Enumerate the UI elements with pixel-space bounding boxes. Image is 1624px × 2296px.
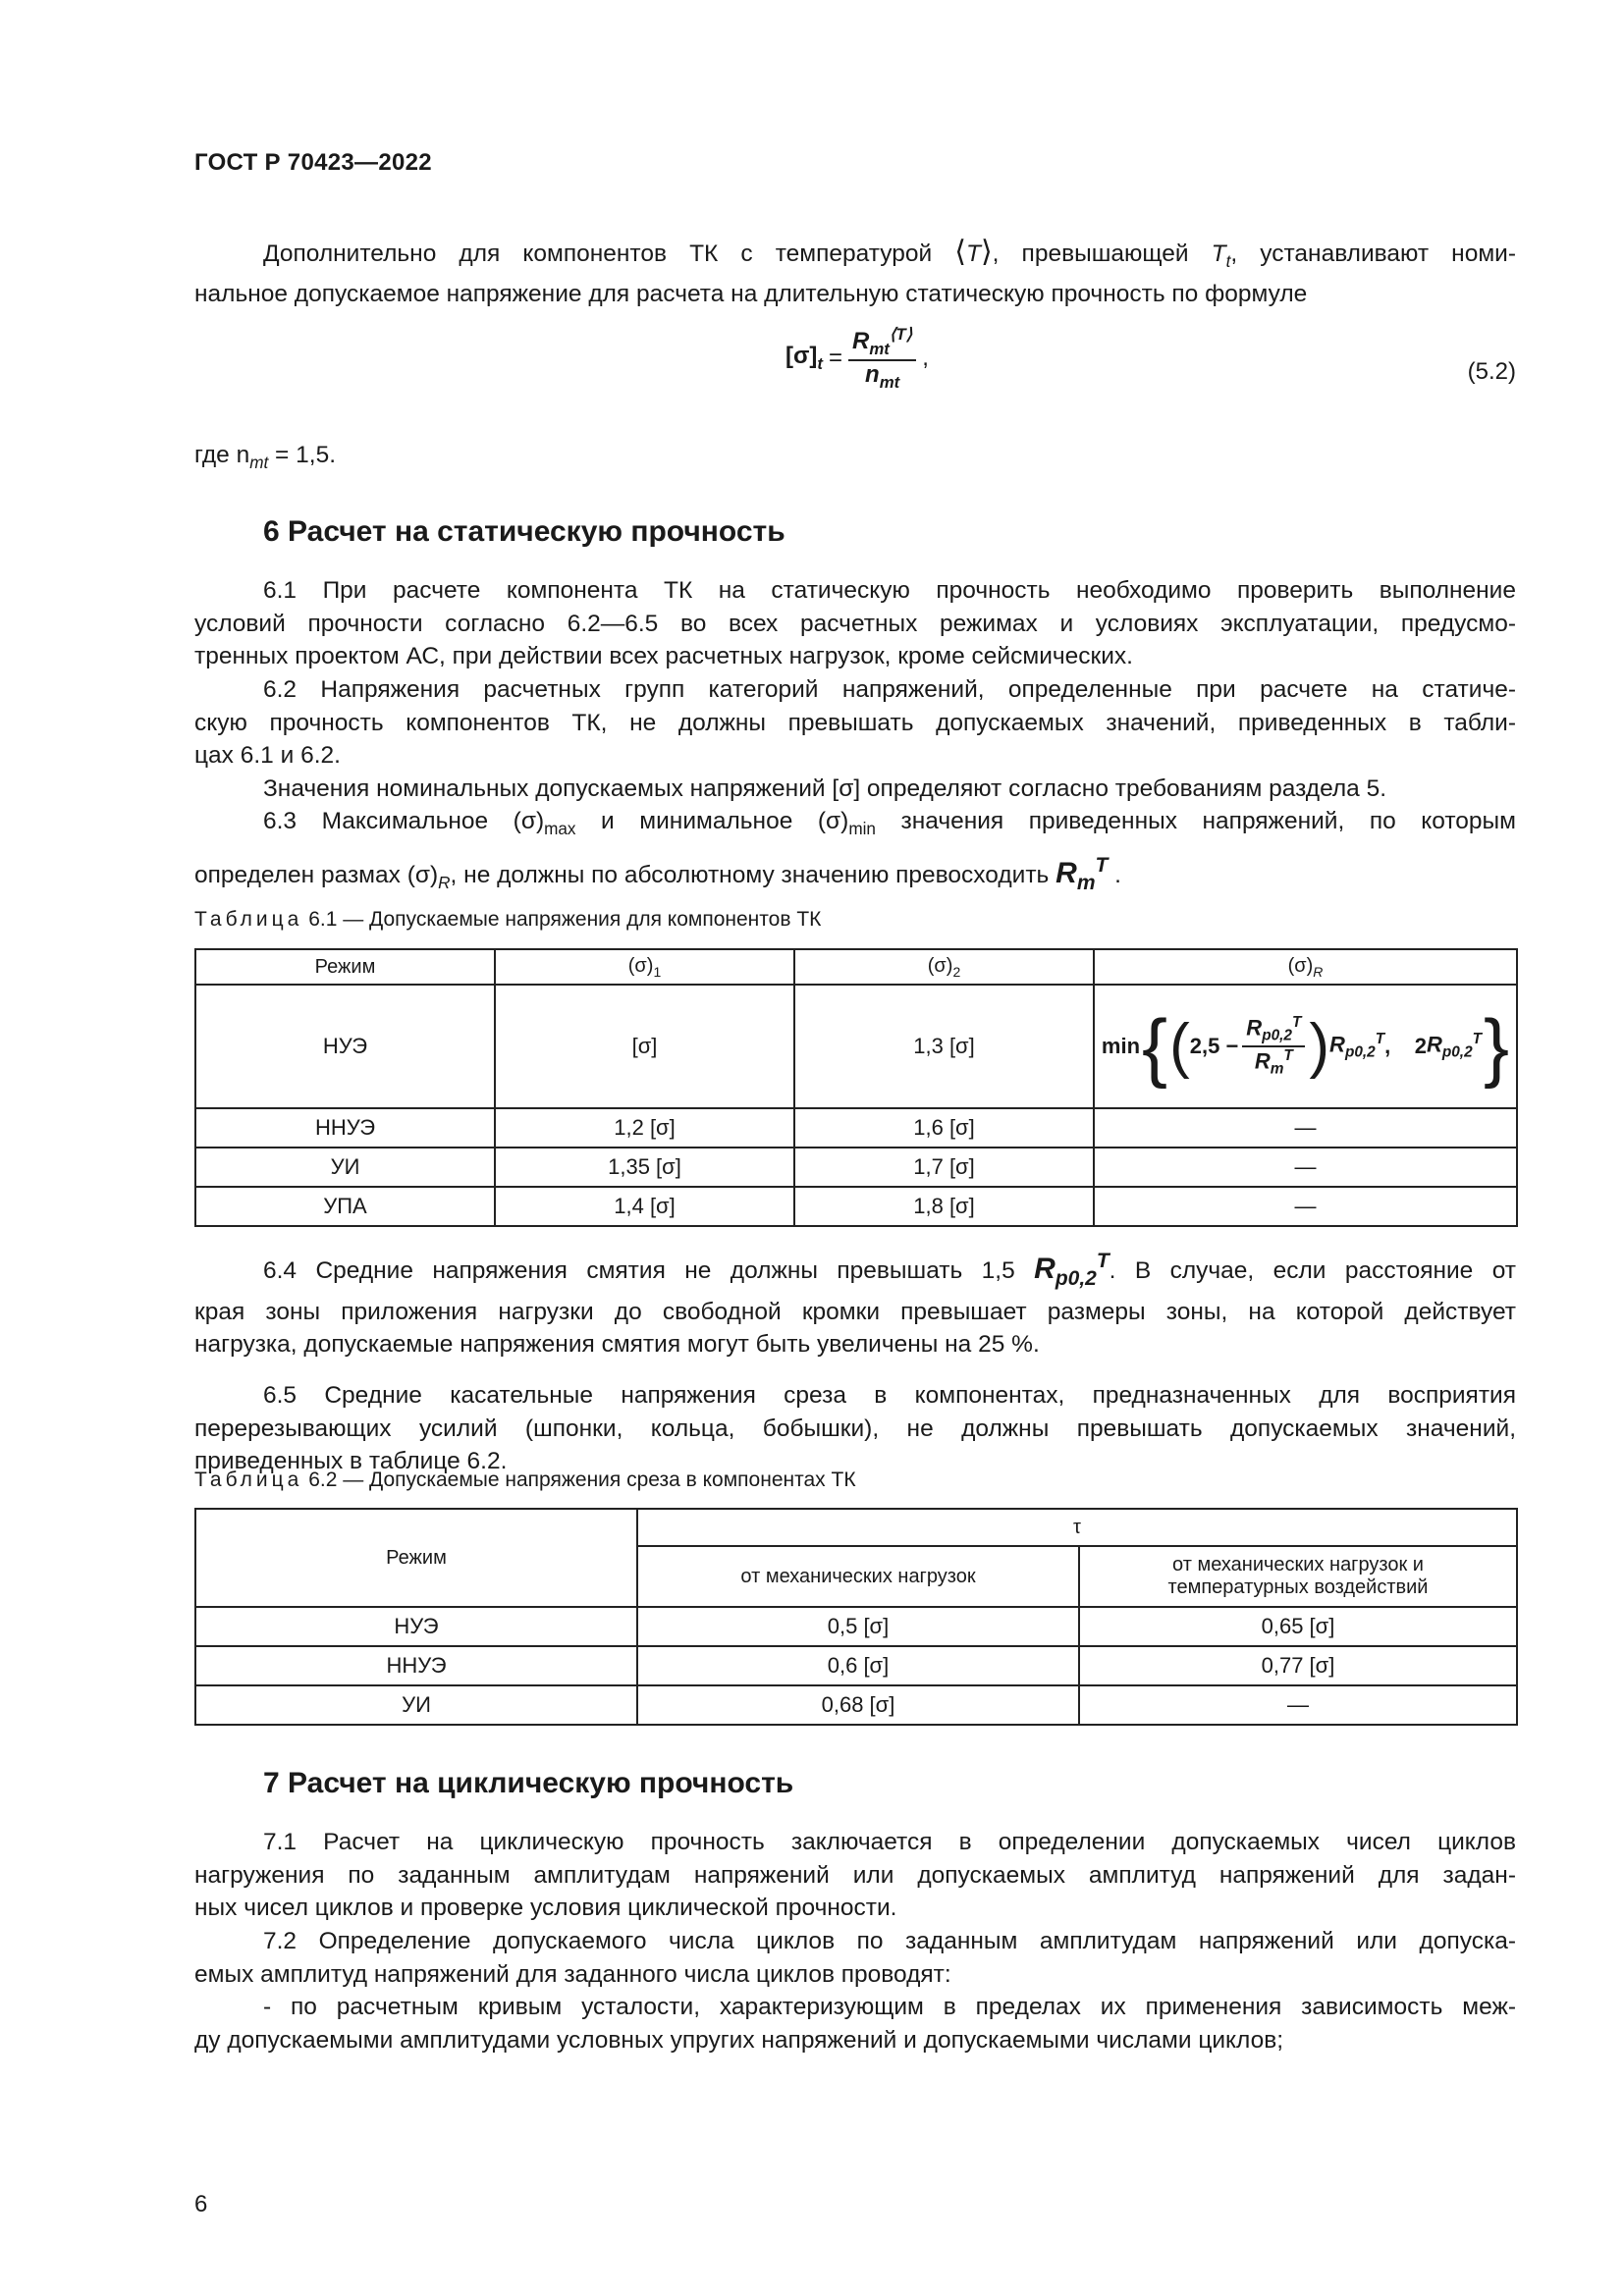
paragraph-6-3: 6.3 Максимальное $(\sigma)_{max}$ и минимальное $(\sigma)_{min}$ значения приведенных напряжений, по которым определен размах $(\sigma)_R$, не должны по абсолютному значению превосходить $R_m^T$ . bbox=[194, 808, 1516, 895]
table-row: ННУЭ 0,6 [σ] 0,77 [σ] bbox=[195, 1646, 1517, 1685]
paragraph-6-2-values: Значения номинальных допускаемых напряжений [σ] определяют согласно требованиям раздела 5. bbox=[263, 775, 1387, 802]
table-row: НУЭ 0,5 [σ] 0,65 [σ] bbox=[195, 1607, 1517, 1646]
document-header: ГОСТ Р 70423—2022 bbox=[194, 149, 432, 176]
paragraph-6-4: 6.4 Средние напряжения смятия не должны превышать 1,5 $R_{p0,2}^T$. В случае, если расстояние от края зоны приложения нагрузки до свободной кромки превышает размеры зоны, на которой действует нагрузка, допускаемые напряжения смятия могут быть увеличены на 25 %. bbox=[194, 1250, 1517, 1358]
table-row: УПА 1,4 [σ] 1,8 [σ] — bbox=[195, 1187, 1517, 1226]
intro-line-2: нальное допускаемое напряжение для расчета на длительную статическую прочность по формуле bbox=[194, 281, 1308, 308]
col-header-mechanical: от механических нагрузок bbox=[637, 1546, 1079, 1607]
formula-5-2: $[\sigma]_t$ = $\frac{R_{mt}^{⟨T⟩}}{n_{mt}}$ , bbox=[785, 325, 929, 392]
paragraph-6-2: 6.2 Напряжения расчетных групп категорий напряжений, определенные при расчете на статиче- скую прочность компонентов ТК, не должны превышать допускаемых значений, приведенных в табли- цах 6.1 и 6.2. bbox=[194, 676, 1516, 769]
col-header-mechanical-thermal: от механических нагрузок и температурных воздействий bbox=[1079, 1546, 1517, 1607]
table-header-row bbox=[195, 949, 1517, 985]
col-header-mode: Режим bbox=[195, 949, 495, 985]
table-header-row bbox=[195, 1509, 1517, 1546]
paragraph-7-1: 7.1 Расчет на циклическую прочность заключается в определении допускаемых чисел циклов нагружения по заданным амплитудам напряжений или допускаемых амплитуд напряжений для задан- ных чисел циклов и проверке условия циклической прочности. bbox=[194, 1829, 1516, 1921]
paragraph-7-2-list: - по расчетным кривым усталости, характеризующим в пределах их применения зависимость меж- ду допускаемыми амплитудами условных упругих напряжений и допускаемыми числами циклов; bbox=[194, 1994, 1516, 2054]
table-6-2 bbox=[194, 1508, 1518, 1726]
table-row: ННУЭ 1,2 [σ] 1,6 [σ] — bbox=[195, 1108, 1517, 1148]
col-header-sigma-2: $(\sigma)_2$ bbox=[794, 949, 1094, 985]
table-row: НУЭ [σ] 1,3 [σ] min { ( 2,5 − $\frac{R_{p0,2}^T}{R_m^T}$ ) $R_{p0,2}^T$ , 2 $R_{p0,2}^T$ } bbox=[195, 985, 1517, 1108]
table-row: УИ 1,35 [σ] 1,7 [σ] — bbox=[195, 1148, 1517, 1187]
section-7-title: 7 Расчет на циклическую прочность bbox=[263, 1767, 794, 1799]
paragraph-6-5: 6.5 Средние касательные напряжения среза в компонентах, предназначенных для восприятия перерезывающих усилий (шпонки, кольца, бобышки), не должны превышать допускаемых значений, приведенных в таблице 6.2. bbox=[194, 1382, 1516, 1474]
page-number: 6 bbox=[194, 2191, 208, 2217]
paragraph-7-2: 7.2 Определение допускаемого числа циклов по заданным амплитудам напряжений или допуска- емых амплитуд напряжений для заданного числа циклов проводят: bbox=[194, 1928, 1516, 1988]
sigma-r-formula: min { ( 2,5 − $\frac{R_{p0,2}^T}{R_m^T}$ ) $R_{p0,2}^T$ , 2 $R_{p0,2}^T$ } bbox=[1094, 985, 1517, 1108]
section-6-title: 6 Расчет на статическую прочность bbox=[263, 515, 785, 548]
paragraph-6-1: 6.1 При расчете компонента ТК на статическую прочность необходимо проверить выполнение условий прочности согласно 6.2—6.5 во всех расчетных режимах и условиях эксплуатации, предусмо- тренных проектом АС, при действии всех расчетных нагрузок, кроме сейсмических. bbox=[194, 577, 1516, 669]
table-6-1-caption: Таблица 6.1 — Допускаемые напряжения для компонентов ТК bbox=[194, 908, 822, 931]
intro-line-1: Дополнительно для компонентов ТК с температурой ⟨T⟩, превышающей $T_t$, устанавливают номи- bbox=[263, 236, 1517, 271]
equation-number: (5.2) bbox=[1467, 358, 1516, 385]
where-clause: где $n_{mt} = 1,5$. bbox=[194, 442, 337, 472]
intro-paragraph bbox=[194, 236, 1516, 311]
table-6-1 bbox=[194, 948, 1518, 1227]
col-header-tau: τ bbox=[637, 1509, 1517, 1546]
table-row: УИ 0,68 [σ] — bbox=[195, 1685, 1517, 1725]
col-header-sigma-1: $(\sigma)_1$ bbox=[495, 949, 794, 985]
table-6-2-caption: Таблица 6.2 — Допускаемые напряжения среза в компонентах ТК bbox=[194, 1468, 856, 1491]
col-header-sigma-r: $(\sigma)_R$ bbox=[1094, 949, 1517, 985]
col-header-mode: Режим bbox=[195, 1509, 637, 1607]
